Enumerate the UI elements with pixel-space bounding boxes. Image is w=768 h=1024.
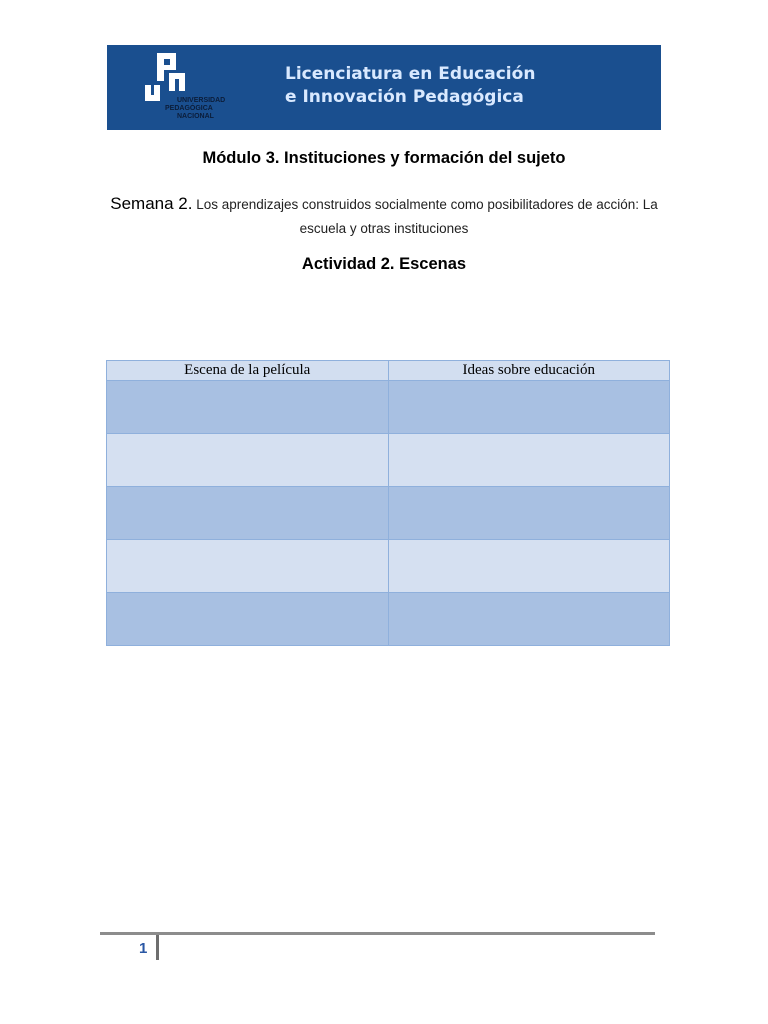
- program-title-line-1: Licenciatura en Educación: [285, 64, 536, 84]
- table-row: [107, 487, 670, 540]
- header-banner: [107, 45, 661, 130]
- table-cell-scene[interactable]: [107, 593, 389, 646]
- table-cell-scene[interactable]: [107, 487, 389, 540]
- week-text: Los aprendizajes construidos socialmente como posibilitadores de acción: La escuela y otras instituciones: [196, 197, 658, 236]
- upn-logo: [145, 51, 231, 125]
- week-label: Semana 2.: [110, 194, 193, 213]
- page-number: 1: [139, 940, 148, 957]
- footer-divider: [100, 932, 655, 935]
- column-header-scene: Escena de la película: [107, 361, 389, 381]
- logo-wordmark: [165, 97, 235, 121]
- page-number-bar: [156, 935, 159, 960]
- program-title: [285, 63, 535, 109]
- table-row: [107, 540, 670, 593]
- table-cell-scene[interactable]: [107, 381, 389, 434]
- program-title-line-2: e Innovación Pedagógica: [285, 87, 524, 107]
- scenes-table: [106, 360, 670, 646]
- table-cell-ideas[interactable]: [388, 593, 670, 646]
- logo-line-1: UNIVERSIDAD: [177, 97, 226, 104]
- column-header-ideas: Ideas sobre educación: [388, 361, 670, 381]
- table-cell-ideas[interactable]: [388, 487, 670, 540]
- module-title: Módulo 3. Instituciones y formación del sujeto: [202, 149, 566, 167]
- logo-line-2: PEDAGÓGICA: [165, 105, 213, 112]
- activity-title: Actividad 2. Escenas: [301, 255, 467, 273]
- table-cell-ideas[interactable]: [388, 381, 670, 434]
- table-row: [107, 593, 670, 646]
- table-cell-scene[interactable]: [107, 540, 389, 593]
- logo-line-3: NACIONAL: [177, 113, 214, 120]
- table-row: [107, 434, 670, 487]
- week-description: [110, 192, 658, 241]
- table-cell-ideas[interactable]: [388, 540, 670, 593]
- table-cell-ideas[interactable]: [388, 434, 670, 487]
- table-header-row: [107, 361, 670, 381]
- table-cell-scene[interactable]: [107, 434, 389, 487]
- table-row: [107, 381, 670, 434]
